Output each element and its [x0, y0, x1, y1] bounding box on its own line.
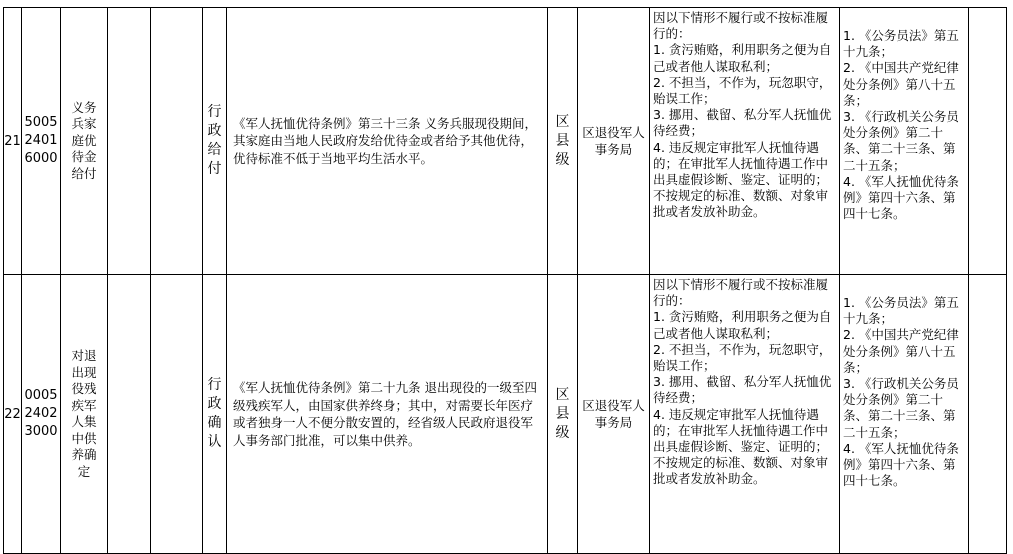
type-char: 确 — [207, 415, 222, 431]
law-line: 4. 《军人抚恤优待条例》第四十六条、第四十七条。 — [843, 440, 959, 489]
empty-cell — [108, 8, 151, 275]
condition-line: 2. 不担当，不作为，玩忽职守，贻误工作； — [653, 74, 832, 107]
law-line: 2. 《中国共产党纪律处分条例》第八十五条； — [843, 60, 959, 108]
table-row — [4, 275, 1007, 554]
empty-cell — [108, 275, 151, 554]
department-cell: 区退役军人事务局 — [578, 8, 650, 275]
name-line: 养确 — [71, 447, 97, 462]
level-char: 区 — [555, 386, 570, 403]
type-char: 行 — [207, 104, 222, 120]
code-cell — [22, 275, 61, 554]
name-line: 疾军 — [71, 397, 97, 413]
name-line: 给付 — [71, 165, 97, 181]
name-line: 定 — [77, 463, 91, 479]
name-line: 出现 — [71, 364, 97, 380]
legal-basis-cell: 《军人抚恤优待条例》第三十三条 义务兵服现役期间，其家庭由当地人民政府发给优待金或者给予其他优待，优待标准不低于当地平均生活水平。 — [227, 8, 548, 275]
type-char: 付 — [207, 161, 222, 177]
legal-basis-cell: 《军人抚恤优待条例》第二十九条 退出现役的一级至四级残疾军人，由国家供养终身；其中，对需要长年医疗或者独身一人不便分散安置的，经省级人民政府退役军人事务部门批准，可以集中供养。 — [227, 275, 548, 554]
empty-cell — [151, 275, 203, 554]
type-char: 认 — [207, 434, 222, 450]
power-type-cell — [203, 8, 227, 275]
item-name-cell — [61, 275, 108, 554]
accountability-conditions-cell — [650, 275, 840, 554]
name-line: 庭优 — [71, 132, 97, 148]
condition-line: 1. 贪污贿赂，利用职务之便为自己或者他人谋取私利； — [653, 42, 832, 74]
department-cell: 区退役军人事务局 — [578, 275, 650, 554]
law-line: 2. 《中国共产党纪律处分条例》第八十五条； — [843, 327, 959, 375]
legal-reference-cell — [840, 8, 969, 275]
code-line: 2401 — [24, 133, 58, 148]
level-char: 级 — [555, 424, 570, 441]
law-line: 3. 《行政机关公务员处分条例》第二十条、第二十三条、第二十五条； — [843, 109, 959, 173]
condition-line: 4. 违反规定审批军人抚恤待遇的；在审批军人抚恤待遇工作中出具虚假诊断、鉴定、证明的；不按规定的标准、数额、对象审批或者发放补助金。 — [653, 406, 829, 487]
table-row — [4, 8, 1007, 275]
level-char: 区 — [555, 113, 570, 130]
name-line: 义务 — [71, 99, 97, 115]
condition-line: 3. 挪用、截留、私分军人抚恤优待经费； — [653, 374, 832, 406]
code-line: 5005 — [24, 115, 58, 130]
type-char: 行 — [207, 377, 222, 393]
seq-cell: 22 — [4, 275, 22, 554]
condition-line: 2. 不担当，不作为，玩忽职守，贻误工作； — [653, 341, 832, 374]
name-line: 对退 — [71, 348, 97, 363]
legal-reference-cell — [840, 275, 969, 554]
level-char: 县 — [555, 132, 570, 149]
type-char: 政 — [207, 123, 222, 139]
condition-line: 4. 违反规定审批军人抚恤待遇的；在审批军人抚恤待遇工作中出具虚假诊断、鉴定、证明的；不按规定的标准、数额、对象审批或者发放补助金。 — [653, 139, 829, 220]
level-cell — [548, 275, 578, 554]
law-line: 1. 《公务员法》第五十九条； — [843, 28, 959, 60]
code-cell — [22, 8, 61, 275]
seq-cell: 21 — [4, 8, 22, 275]
condition-line: 因以下情形不履行或不按标准履行的： — [653, 277, 829, 309]
level-char: 级 — [555, 151, 570, 168]
level-char: 县 — [555, 405, 570, 422]
law-line: 4. 《军人抚恤优待条例》第四十六条、第四十七条。 — [843, 173, 959, 222]
type-char: 给 — [207, 142, 222, 158]
code-line: 2402 — [24, 406, 58, 421]
name-line: 待金 — [71, 149, 97, 165]
law-line: 1. 《公务员法》第五十九条； — [843, 295, 959, 327]
power-type-cell — [203, 275, 227, 554]
accountability-conditions-cell — [650, 8, 840, 275]
item-name-cell — [61, 8, 108, 275]
level-cell — [548, 8, 578, 275]
name-line: 人集 — [71, 414, 97, 429]
duty-table — [3, 7, 1007, 554]
type-char: 政 — [207, 396, 222, 412]
code-line: 0005 — [24, 388, 58, 403]
name-line: 兵家 — [71, 116, 97, 132]
condition-line: 1. 贪污贿赂，利用职务之便为自己或者他人谋取私利； — [653, 309, 832, 341]
code-line: 3000 — [24, 424, 58, 439]
name-line: 役残 — [71, 381, 97, 396]
empty-cell — [151, 8, 203, 275]
empty-cell — [969, 275, 1007, 554]
law-line: 3. 《行政机关公务员处分条例》第二十条、第二十三条、第二十五条； — [843, 376, 959, 440]
condition-line: 因以下情形不履行或不按标准履行的： — [653, 10, 829, 42]
empty-cell — [969, 8, 1007, 275]
code-line: 6000 — [24, 151, 58, 166]
condition-line: 3. 挪用、截留、私分军人抚恤优待经费； — [653, 107, 832, 139]
name-line: 中供 — [71, 430, 97, 446]
